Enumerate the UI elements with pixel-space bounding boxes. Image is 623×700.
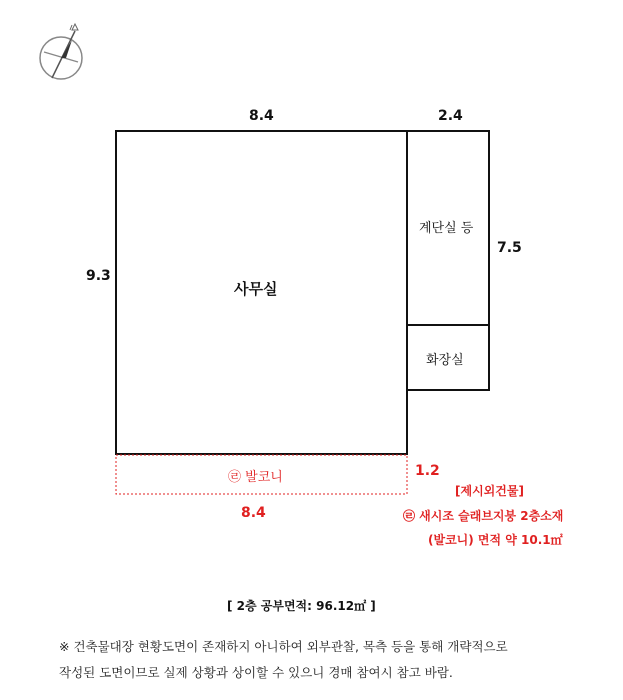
dimension-balcony-depth: 1.2 bbox=[415, 463, 440, 479]
stairs-label: 계단실 등 bbox=[419, 221, 474, 236]
exhibit-note-line2: (발코니) 면적 약 10.1㎡ bbox=[428, 533, 563, 547]
footnote-line1: ※ 건축물대장 현황도면이 존재하지 아니하여 외부관찰, 목측 등을 통해 개략적으로 bbox=[59, 639, 508, 654]
dimension-bottom: 8.4 bbox=[241, 505, 266, 521]
footnote-line2: 작성된 도면이므로 실제 상황과 상이할 수 있으니 경매 참여시 참고 바람. bbox=[59, 665, 453, 680]
office-label: 사무실 bbox=[234, 280, 278, 298]
dimension-right: 7.5 bbox=[497, 240, 522, 256]
toilet-label: 화장실 bbox=[426, 353, 464, 368]
floor-area-label: [ 2층 공부면적: 96.12㎡ ] bbox=[227, 599, 376, 613]
exhibit-note-title: [제시외건물] bbox=[455, 484, 524, 498]
dimension-left: 9.3 bbox=[86, 268, 111, 284]
dimension-top-side: 2.4 bbox=[438, 108, 463, 124]
balcony-text: 발코니 bbox=[245, 470, 283, 485]
balcony-label bbox=[228, 466, 283, 485]
exhibit-note-line1: ㉣ 새시조 슬래브지붕 2층소재 bbox=[403, 509, 564, 523]
balcony-marker: ㉣ bbox=[228, 470, 242, 485]
dimension-top-main: 8.4 bbox=[249, 108, 274, 124]
north-arrow-icon bbox=[40, 24, 82, 79]
